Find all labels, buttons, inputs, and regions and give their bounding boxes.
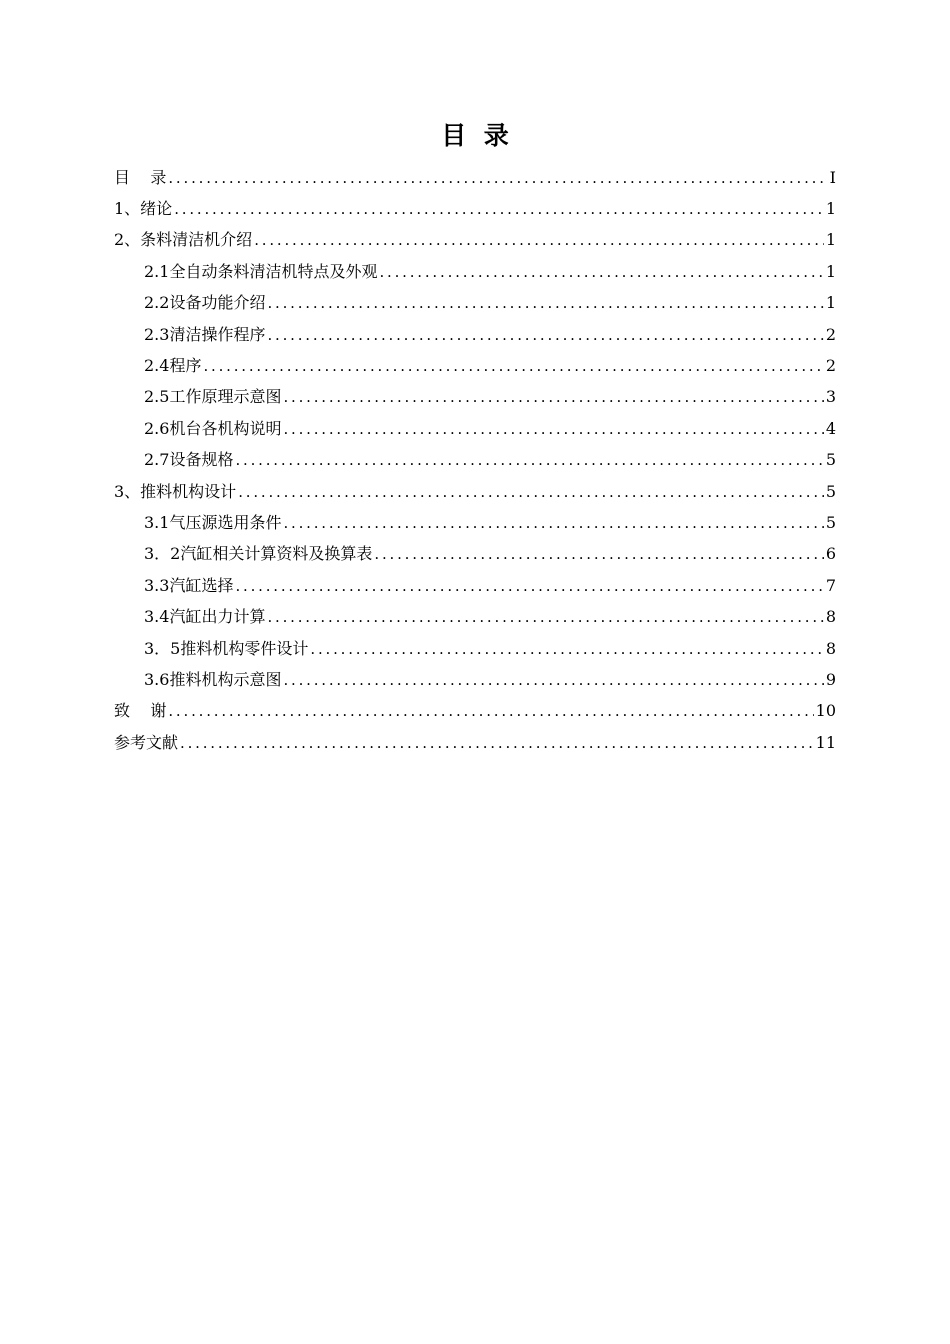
toc-entry-label: 致 谢: [114, 701, 167, 721]
toc-leader-dots: [283, 670, 823, 690]
toc-entry[interactable]: [114, 476, 836, 507]
toc-entry-label: 3.1气压源选用条件: [144, 512, 282, 532]
toc-entry[interactable]: [114, 319, 836, 350]
toc-entry-page: 1: [825, 199, 836, 219]
toc-leader-dots: [235, 450, 823, 470]
toc-entry-label: 2、条料清洁机介绍: [114, 230, 253, 250]
toc-leader-dots: [283, 387, 823, 407]
toc-entry-page: 2: [825, 356, 836, 376]
toc-entry-page: 8: [825, 638, 836, 658]
toc-entry-page: 5: [825, 481, 836, 501]
toc-entry[interactable]: [114, 633, 836, 664]
toc-leader-dots: [254, 230, 824, 250]
toc-leader-dots: [203, 356, 823, 376]
toc-leader-dots: [174, 199, 824, 219]
toc-entry-label: 3、推料机构设计: [114, 481, 237, 501]
toc-leader-dots: [267, 607, 823, 627]
toc-entry[interactable]: [114, 696, 836, 727]
toc-entry[interactable]: [114, 193, 836, 224]
toc-entry-label: 2.7设备规格: [144, 450, 234, 470]
toc-entry-page: 5: [825, 450, 836, 470]
toc-leader-dots: [310, 639, 823, 659]
toc-entry[interactable]: [114, 727, 836, 758]
toc-leader-dots: [374, 544, 823, 564]
toc-entry-label: 参考文献: [114, 732, 179, 752]
toc-entry-label: 2.2设备功能介绍: [144, 293, 266, 313]
toc-entry-page: 1: [825, 261, 836, 281]
toc-entry-page: 3: [825, 387, 836, 407]
toc-entry-label: 3.4汽缸出力计算: [144, 607, 266, 627]
toc-leader-dots: [267, 325, 823, 345]
toc-entry-page: 7: [825, 575, 836, 595]
toc-entry-page: 1: [825, 293, 836, 313]
toc-leader-dots: [267, 293, 823, 313]
toc-entry-label: 目 录: [114, 167, 167, 187]
toc-entry-page: 9: [825, 669, 836, 689]
toc-entry[interactable]: [114, 256, 836, 287]
toc-entry-page: 2: [825, 324, 836, 344]
toc-entry[interactable]: [114, 162, 836, 193]
toc-entry-page: 4: [825, 418, 836, 438]
toc-leader-dots: [238, 482, 824, 502]
toc-leader-dots: [235, 576, 823, 596]
toc-entry-page: 11: [815, 732, 836, 752]
toc-entry[interactable]: [114, 413, 836, 444]
toc-leader-dots: [283, 419, 823, 439]
toc-leader-dots: [283, 513, 823, 533]
toc-entry-label: 2.3清洁操作程序: [144, 324, 266, 344]
toc-entry-label: 2.1全自动条料清洁机特点及外观: [144, 261, 378, 281]
toc-entry-label: 2.6机台各机构说明: [144, 418, 282, 438]
toc-entry-label: 2.5工作原理示意图: [144, 387, 282, 407]
toc-entry-label: 2.4程序: [144, 356, 202, 376]
toc-entry-page: 1: [825, 230, 836, 250]
toc-entry-label: 3.3汽缸选择: [144, 575, 234, 595]
toc-entry-page: 10: [815, 701, 836, 721]
toc-leader-dots: [168, 701, 813, 721]
toc-entry-label: 1、绪论: [114, 199, 173, 219]
toc-entry[interactable]: [114, 570, 836, 601]
toc-entry-page: 5: [825, 512, 836, 532]
toc-entry-page: 6: [825, 544, 836, 564]
page-title: 目 录: [441, 121, 509, 150]
toc-entry[interactable]: [114, 539, 836, 570]
toc-entry-page: 8: [825, 607, 836, 627]
toc-leader-dots: [180, 733, 814, 753]
toc-entry-label: 3．5推料机构零件设计: [144, 638, 309, 658]
toc-entry[interactable]: [114, 288, 836, 319]
toc-entry[interactable]: [114, 382, 836, 413]
toc-leader-dots: [379, 262, 823, 282]
toc-entry[interactable]: [114, 601, 836, 632]
toc-entry-label: 3．2汽缸相关计算资料及换算表: [144, 544, 373, 564]
toc-entry-label: 3.6推料机构示意图: [144, 669, 282, 689]
toc-entry[interactable]: [114, 507, 836, 538]
toc-entry[interactable]: [114, 225, 836, 256]
toc-entry-page: I: [829, 167, 836, 187]
toc-entry[interactable]: [114, 350, 836, 381]
toc-leader-dots: [168, 168, 827, 188]
toc-entry[interactable]: [114, 445, 836, 476]
toc-entry[interactable]: [114, 664, 836, 695]
table-of-contents: [114, 162, 836, 758]
